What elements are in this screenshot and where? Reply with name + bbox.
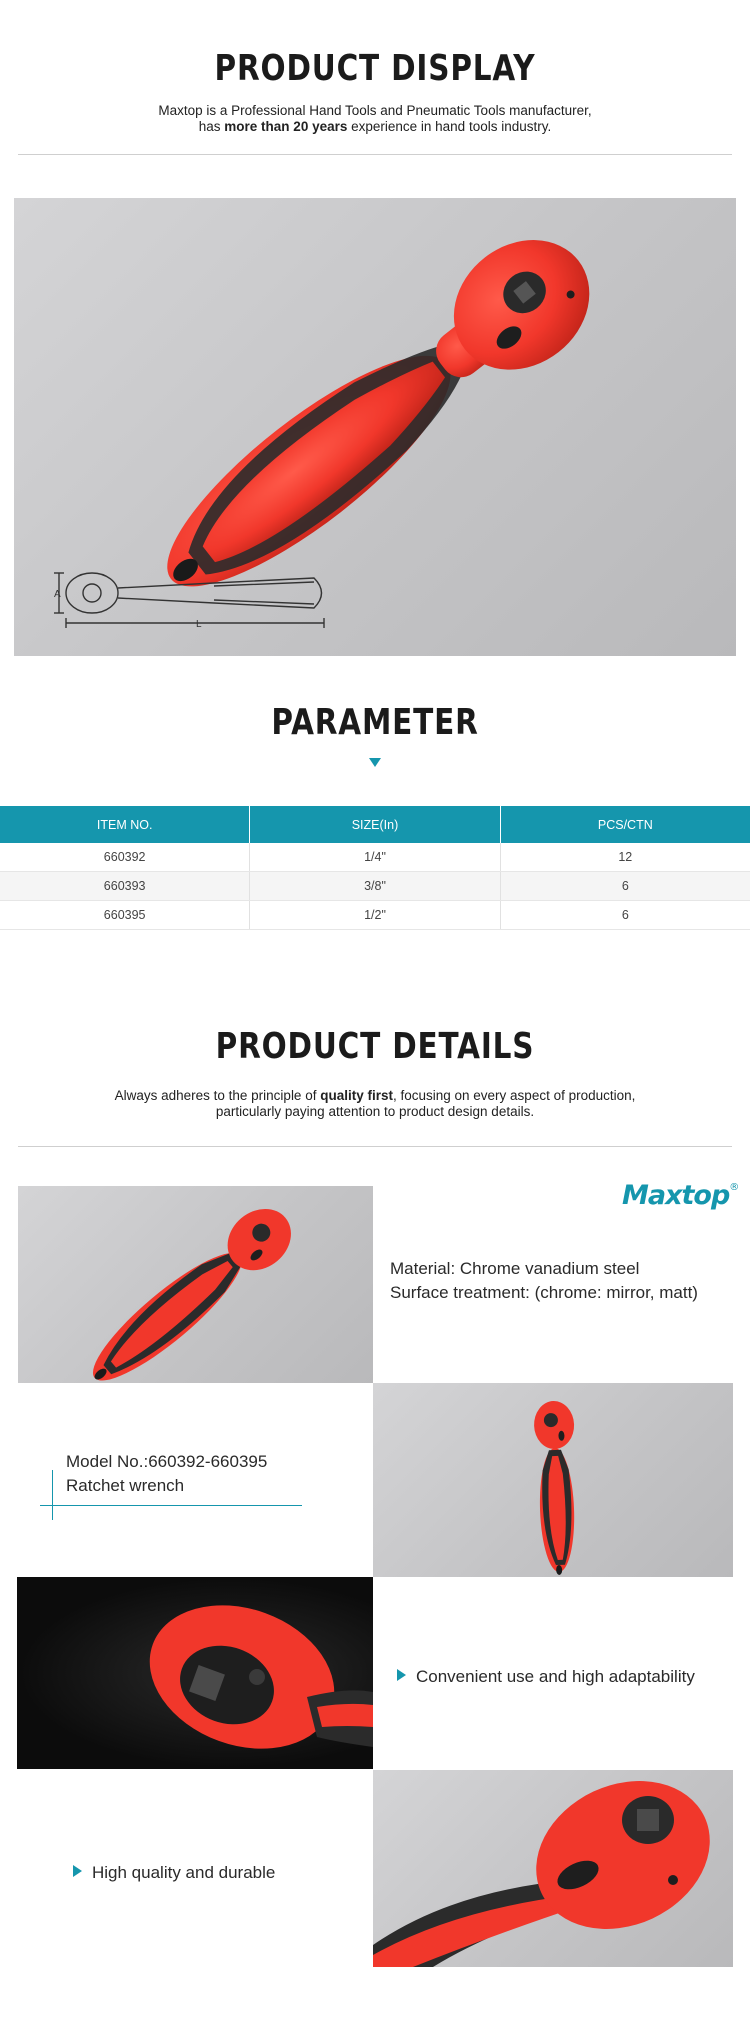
- feature-1: [397, 1665, 695, 1689]
- product-name: Ratchet wrench: [66, 1476, 185, 1495]
- chevron-down-icon: [369, 758, 381, 767]
- table-row: [0, 901, 750, 930]
- details-intro-bold: quality first: [320, 1088, 393, 1103]
- column-header: SIZE(In): [250, 806, 500, 843]
- detail-photo-4: [373, 1770, 733, 1967]
- table-cell: 660395: [0, 901, 250, 930]
- material-text: Material: Chrome vanadium steel: [390, 1259, 640, 1278]
- divider-display: [18, 154, 732, 155]
- product-details-intro: [0, 1088, 750, 1120]
- details-intro-line-2: particularly paying attention to product design details.: [215, 1104, 535, 1119]
- column-header: PCS/CTN: [500, 806, 750, 843]
- model-vertical-line: [52, 1470, 53, 1520]
- maxtop-logo: [622, 1180, 739, 1211]
- table-header-row: [0, 806, 750, 843]
- parameter-title: PARAMETER: [271, 702, 479, 743]
- table-cell: 12: [500, 843, 750, 872]
- product-details-title: PRODUCT DETAILS: [215, 1026, 535, 1067]
- details-intro-post: , focusing on every aspect of production,: [392, 1088, 636, 1103]
- feature-2-text: High quality and durable: [92, 1863, 276, 1882]
- ratchet-wrench-closeup-image: [17, 1577, 373, 1769]
- feature-1-text: Convenient use and high adaptability: [416, 1667, 695, 1686]
- product-display-photo: [14, 198, 736, 656]
- ratchet-wrench-closeup-image: [373, 1770, 733, 1967]
- play-arrow-icon: [397, 1669, 406, 1681]
- table-cell: 660393: [0, 872, 250, 901]
- table-cell: 1/2": [250, 901, 500, 930]
- feature-2: [73, 1861, 275, 1885]
- ratchet-wrench-image: [18, 1186, 373, 1383]
- ratchet-wrench-image: [373, 1383, 733, 1577]
- dimension-a-label: A: [54, 589, 61, 600]
- table-cell: 6: [500, 901, 750, 930]
- table-cell: 660392: [0, 843, 250, 872]
- ratchet-wrench-image: [14, 198, 736, 656]
- parameter-table: [0, 806, 750, 930]
- play-arrow-icon: [73, 1865, 82, 1877]
- table-cell: 6: [500, 872, 750, 901]
- dimension-l-label: L: [196, 619, 202, 630]
- detail-photo-3: [17, 1577, 373, 1769]
- product-display-title: PRODUCT DISPLAY: [214, 48, 536, 89]
- model-underline: [40, 1505, 302, 1506]
- intro-line-2-pre: has: [198, 119, 225, 134]
- intro-line-2-post: experience in hand tools industry.: [347, 119, 552, 134]
- details-intro-pre: Always adheres to the principle of: [114, 1088, 321, 1103]
- model-info: [66, 1450, 267, 1498]
- material-spec: [390, 1257, 698, 1305]
- detail-photo-1: [18, 1186, 373, 1383]
- logo-registered-mark: ®: [729, 1182, 740, 1193]
- table-row: [0, 872, 750, 901]
- intro-line-1: Maxtop is a Professional Hand Tools and Pneumatic Tools manufacturer,: [158, 103, 592, 118]
- column-header: ITEM NO.: [0, 806, 250, 843]
- intro-line-2-bold: more than 20 years: [224, 119, 348, 134]
- divider-details: [18, 1146, 732, 1147]
- surface-treatment-text: Surface treatment: (chrome: mirror, matt): [390, 1283, 698, 1302]
- table-cell: 3/8": [250, 872, 500, 901]
- table-cell: 1/4": [250, 843, 500, 872]
- table-row: [0, 843, 750, 872]
- logo-text: Maxtop: [622, 1180, 730, 1211]
- model-number: Model No.:660392-660395: [66, 1452, 268, 1471]
- product-display-intro: [0, 103, 750, 135]
- detail-photo-2: [373, 1383, 733, 1577]
